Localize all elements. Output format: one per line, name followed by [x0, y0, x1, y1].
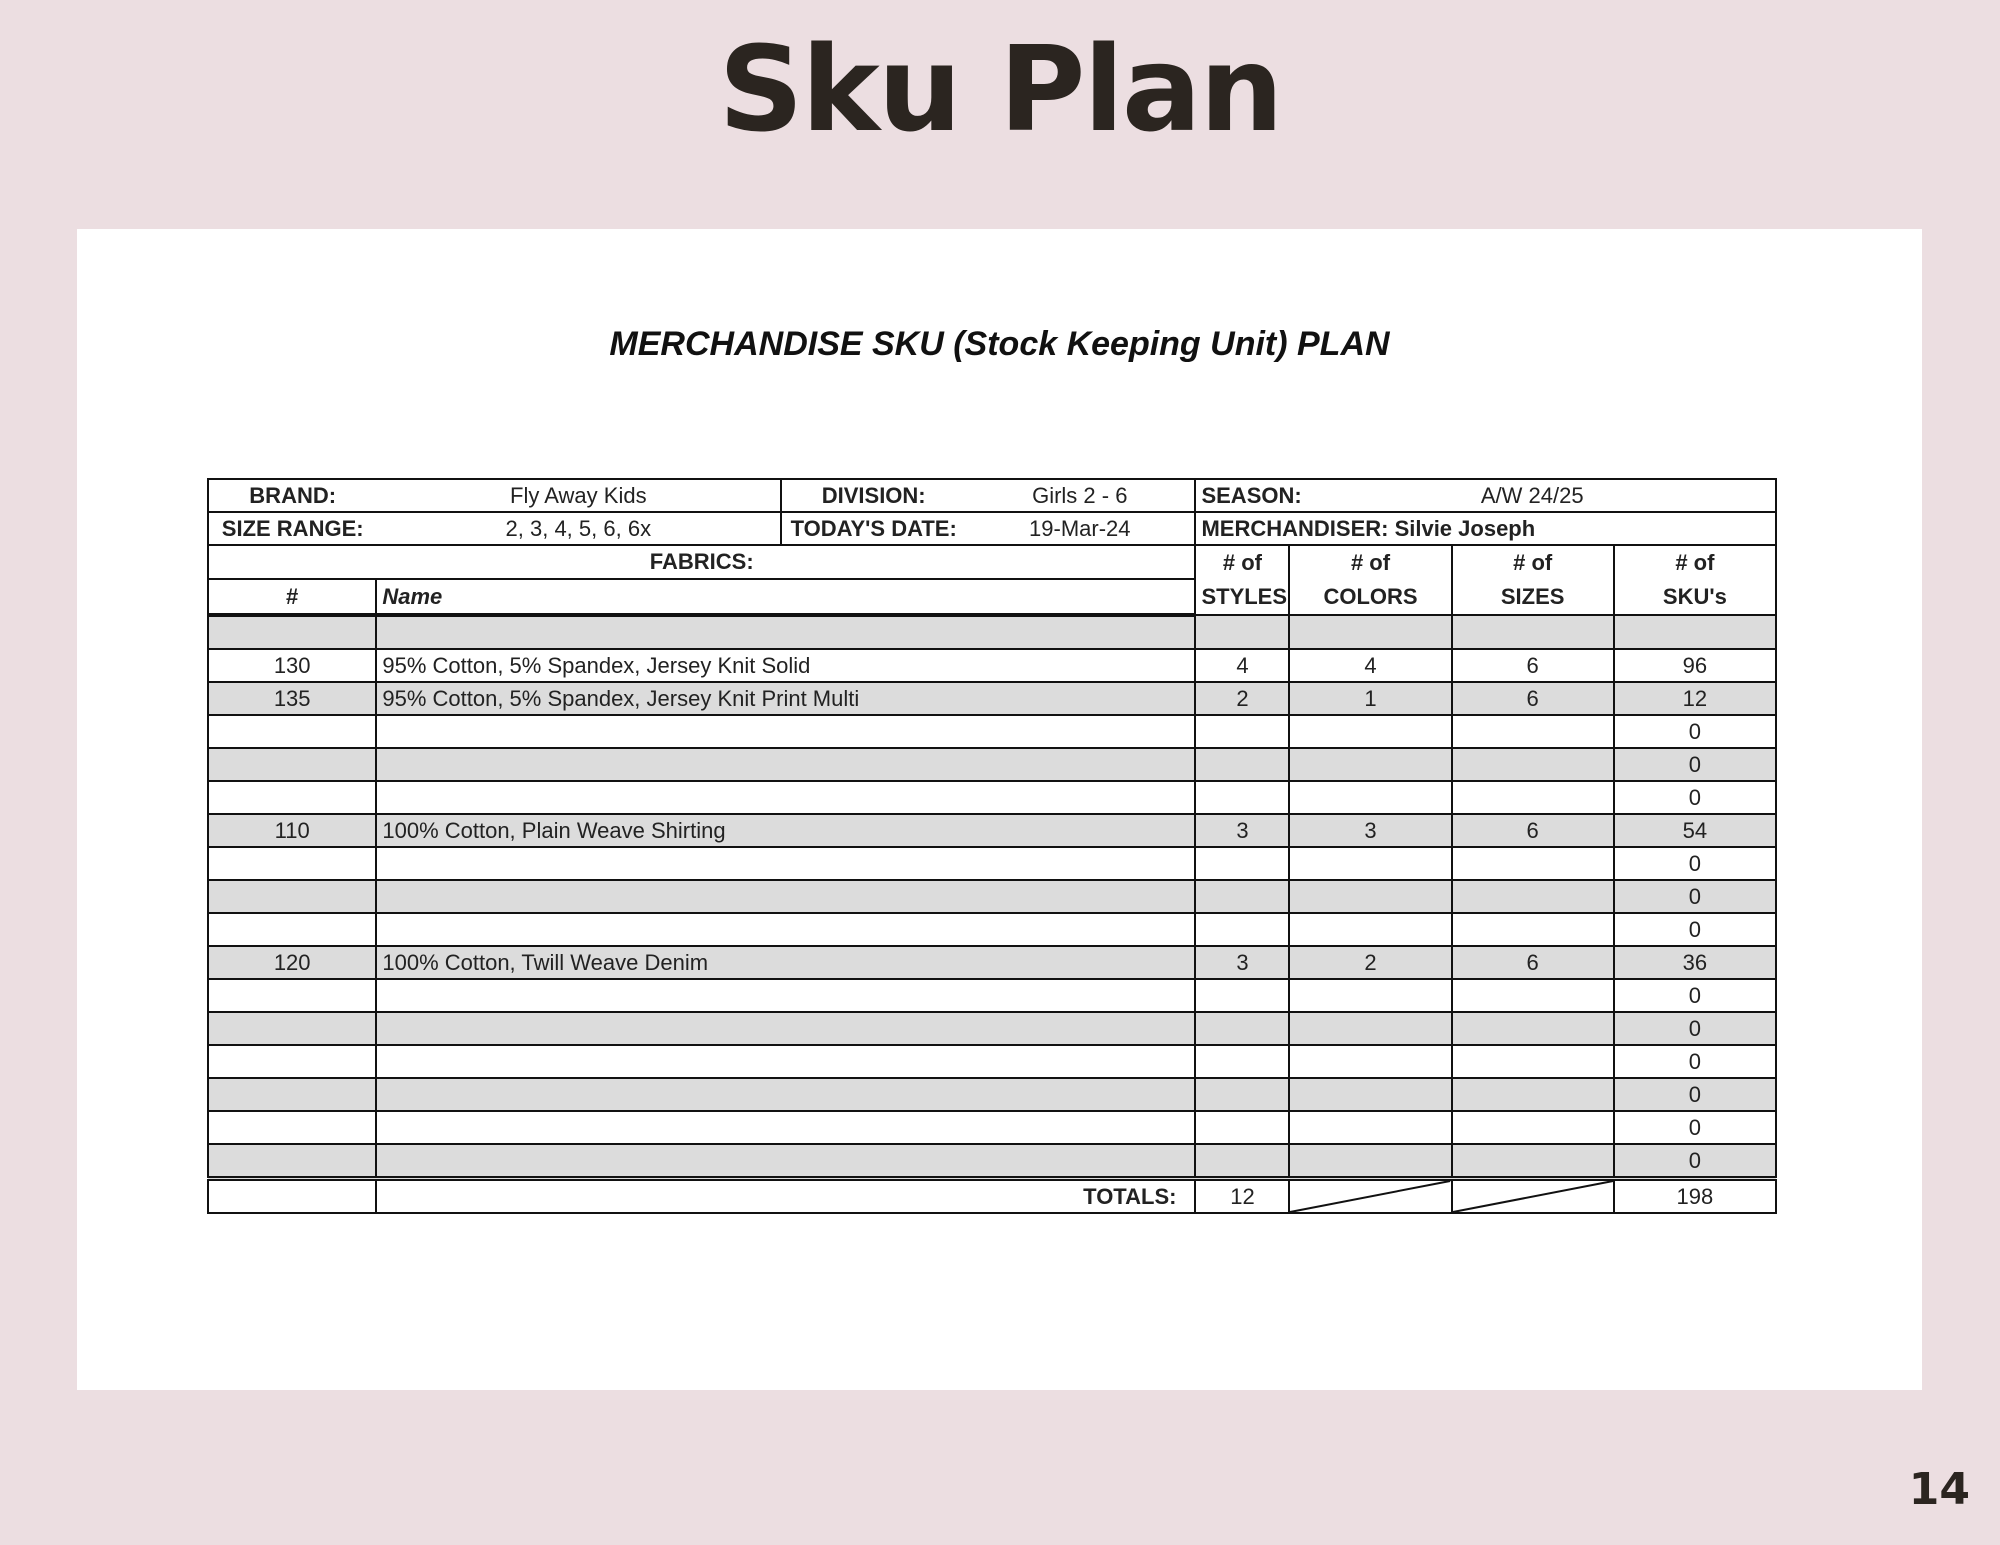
totals-skus: 198 — [1614, 1179, 1776, 1214]
table-row — [208, 649, 1776, 682]
sizes-cell — [1452, 1111, 1614, 1144]
page-number: 14 — [1908, 1464, 1970, 1515]
sizes-cell — [1452, 1045, 1614, 1078]
fabric-name-cell — [376, 615, 1195, 649]
fabric-number-cell — [208, 748, 376, 781]
fabric-name-cell: 100% Cotton, Twill Weave Denim — [376, 946, 1195, 979]
sizes-cell: 6 — [1452, 682, 1614, 715]
sizes-cell: 6 — [1452, 649, 1614, 682]
table-row — [208, 913, 1776, 946]
colors-cell: 2 — [1289, 946, 1451, 979]
colors-cell — [1289, 748, 1451, 781]
fabric-number-cell: 110 — [208, 814, 376, 847]
season-value: A/W 24/25 — [1289, 479, 1776, 512]
styles-cell — [1195, 1144, 1289, 1179]
skus-cell: 0 — [1614, 1144, 1776, 1179]
skus-cell: 0 — [1614, 1012, 1776, 1045]
skus-cell: 0 — [1614, 715, 1776, 748]
table-row — [208, 748, 1776, 781]
totals-row — [208, 1179, 1776, 1214]
table-row — [208, 1111, 1776, 1144]
sku-plan-table — [207, 478, 1777, 1214]
col-skus-line2: SKU's — [1662, 584, 1727, 609]
date-value: 19-Mar-24 — [965, 512, 1195, 545]
skus-cell: 0 — [1614, 1045, 1776, 1078]
table-row — [208, 946, 1776, 979]
size-range-row — [208, 512, 1776, 545]
col-styles-header — [1195, 545, 1289, 615]
skus-cell: 0 — [1614, 748, 1776, 781]
colors-cell: 4 — [1289, 649, 1451, 682]
sizes-cell — [1452, 847, 1614, 880]
styles-cell: 2 — [1195, 682, 1289, 715]
table-row — [208, 880, 1776, 913]
sizes-cell — [1452, 781, 1614, 814]
table-row — [208, 781, 1776, 814]
totals-styles: 12 — [1195, 1179, 1289, 1214]
fabric-name-cell — [376, 1012, 1195, 1045]
fabric-name-cell: 95% Cotton, 5% Spandex, Jersey Knit Solid — [376, 649, 1195, 682]
sizes-cell: 6 — [1452, 946, 1614, 979]
fabric-name-cell — [376, 913, 1195, 946]
fabric-number-cell — [208, 979, 376, 1012]
skus-cell: 0 — [1614, 913, 1776, 946]
col-num-header: # — [208, 579, 376, 615]
date-label: TODAY'S DATE: — [781, 512, 965, 545]
fabric-number-cell — [208, 847, 376, 880]
col-sizes-header — [1452, 545, 1614, 615]
size-range-label: SIZE RANGE: — [208, 512, 376, 545]
styles-cell: 4 — [1195, 649, 1289, 682]
fabric-number-cell: 120 — [208, 946, 376, 979]
fabric-number-cell — [208, 1111, 376, 1144]
table-row — [208, 715, 1776, 748]
fabric-number-cell: 135 — [208, 682, 376, 715]
table-row — [208, 847, 1776, 880]
document-heading: MERCHANDISE SKU (Stock Keeping Unit) PLAN — [609, 325, 1390, 363]
merchandiser-label: MERCHANDISER: Silvie Joseph — [1195, 512, 1776, 545]
table-row — [208, 615, 1776, 649]
fabric-name-cell — [376, 748, 1195, 781]
totals-empty-cell — [208, 1179, 376, 1214]
season-label: SEASON: — [1195, 479, 1289, 512]
fabric-name-cell — [376, 847, 1195, 880]
colors-cell — [1289, 1045, 1451, 1078]
col-styles-line2: STYLES — [1201, 584, 1288, 609]
skus-cell — [1614, 615, 1776, 649]
col-colors-line2: COLORS — [1323, 584, 1418, 609]
table-row — [208, 1012, 1776, 1045]
totals-colors-slash — [1289, 1179, 1451, 1214]
table-row — [208, 1078, 1776, 1111]
sizes-cell — [1452, 715, 1614, 748]
fabric-name-cell — [376, 1045, 1195, 1078]
fabrics-header-row — [208, 545, 1776, 579]
styles-cell — [1195, 748, 1289, 781]
fabric-name-cell: 95% Cotton, 5% Spandex, Jersey Knit Print Multi — [376, 682, 1195, 715]
sizes-cell — [1452, 913, 1614, 946]
fabric-number-cell — [208, 715, 376, 748]
fabric-number-cell — [208, 1144, 376, 1179]
styles-cell: 3 — [1195, 814, 1289, 847]
brand-row — [208, 479, 1776, 512]
skus-cell: 12 — [1614, 682, 1776, 715]
col-colors-header — [1289, 545, 1451, 615]
fabric-name-cell — [376, 715, 1195, 748]
size-range-value: 2, 3, 4, 5, 6, 6x — [376, 512, 781, 545]
skus-cell: 0 — [1614, 1111, 1776, 1144]
styles-cell — [1195, 1012, 1289, 1045]
sizes-cell — [1452, 1144, 1614, 1179]
brand-value: Fly Away Kids — [376, 479, 781, 512]
colors-cell — [1289, 1012, 1451, 1045]
sizes-cell: 6 — [1452, 814, 1614, 847]
col-styles-line1: # of — [1222, 550, 1262, 575]
styles-cell — [1195, 615, 1289, 649]
document-card — [77, 229, 1922, 1390]
skus-cell: 96 — [1614, 649, 1776, 682]
col-sizes-line1: # of — [1513, 550, 1553, 575]
fabric-number-cell — [208, 615, 376, 649]
colors-cell — [1289, 913, 1451, 946]
skus-cell: 0 — [1614, 781, 1776, 814]
totals-sizes-slash — [1452, 1179, 1614, 1214]
sizes-cell — [1452, 1078, 1614, 1111]
sizes-cell — [1452, 748, 1614, 781]
division-label: DIVISION: — [781, 479, 965, 512]
fabric-number-cell — [208, 1045, 376, 1078]
styles-cell — [1195, 979, 1289, 1012]
table-row — [208, 814, 1776, 847]
fabric-name-cell — [376, 979, 1195, 1012]
fabric-number-cell — [208, 880, 376, 913]
skus-cell: 0 — [1614, 880, 1776, 913]
table-row — [208, 682, 1776, 715]
styles-cell — [1195, 1111, 1289, 1144]
styles-cell — [1195, 1078, 1289, 1111]
skus-cell: 0 — [1614, 847, 1776, 880]
table-row — [208, 1045, 1776, 1078]
styles-cell — [1195, 913, 1289, 946]
fabric-name-cell — [376, 1078, 1195, 1111]
diagonal-line — [1290, 1181, 1450, 1212]
styles-cell — [1195, 1045, 1289, 1078]
col-skus-line1: # of — [1675, 550, 1715, 575]
skus-cell: 54 — [1614, 814, 1776, 847]
colors-cell: 3 — [1289, 814, 1451, 847]
colors-cell: 1 — [1289, 682, 1451, 715]
brand-label: BRAND: — [208, 479, 376, 512]
fabric-number-cell — [208, 1012, 376, 1045]
fabric-name-cell — [376, 1111, 1195, 1144]
skus-cell: 0 — [1614, 1078, 1776, 1111]
sizes-cell — [1452, 880, 1614, 913]
fabric-number-cell — [208, 913, 376, 946]
colors-cell — [1289, 615, 1451, 649]
col-colors-line1: # of — [1350, 550, 1391, 575]
col-name-header: Name — [376, 579, 1195, 615]
colors-cell — [1289, 781, 1451, 814]
colors-cell — [1289, 1078, 1451, 1111]
colors-cell — [1289, 715, 1451, 748]
totals-label: TOTALS: — [376, 1179, 1195, 1214]
colors-cell — [1289, 979, 1451, 1012]
fabric-name-cell: 100% Cotton, Plain Weave Shirting — [376, 814, 1195, 847]
colors-cell — [1289, 880, 1451, 913]
fabric-number-cell — [208, 781, 376, 814]
col-skus-header — [1614, 545, 1776, 615]
skus-cell: 0 — [1614, 979, 1776, 1012]
page-title: Sku Plan — [718, 20, 1282, 158]
styles-cell — [1195, 880, 1289, 913]
sizes-cell — [1452, 1012, 1614, 1045]
skus-cell: 36 — [1614, 946, 1776, 979]
colors-cell — [1289, 1111, 1451, 1144]
sizes-cell — [1452, 979, 1614, 1012]
fabric-number-cell — [208, 1078, 376, 1111]
colors-cell — [1289, 847, 1451, 880]
col-sizes-line2: SIZES — [1500, 584, 1565, 609]
table-row — [208, 1144, 1776, 1179]
styles-cell — [1195, 847, 1289, 880]
diagonal-line — [1453, 1181, 1613, 1212]
fabrics-label: FABRICS: — [208, 545, 1195, 579]
colors-cell — [1289, 1144, 1451, 1179]
table-row — [208, 979, 1776, 1012]
styles-cell — [1195, 715, 1289, 748]
styles-cell: 3 — [1195, 946, 1289, 979]
fabric-name-cell — [376, 1144, 1195, 1179]
division-value: Girls 2 - 6 — [965, 479, 1195, 512]
fabric-name-cell — [376, 781, 1195, 814]
styles-cell — [1195, 781, 1289, 814]
fabric-number-cell: 130 — [208, 649, 376, 682]
sizes-cell — [1452, 615, 1614, 649]
fabric-name-cell — [376, 880, 1195, 913]
